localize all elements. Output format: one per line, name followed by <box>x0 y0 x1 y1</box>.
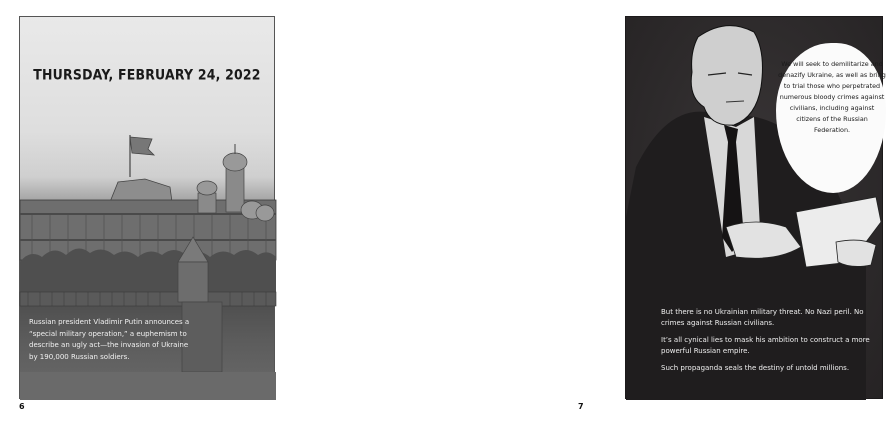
page-number-right: 7 <box>578 402 584 411</box>
narration-block <box>661 307 876 380</box>
caption-text: Russian president Vladimir Putin announces a “special military operation,” a euphemism to describe an ugly act—the invasion of Ukraine by 190,000 Russian soldiers. <box>29 318 190 361</box>
narration-paragraph-3: Such propaganda seals the destiny of untold millions. <box>661 364 850 372</box>
date-heading: THURSDAY, FEBRUARY 24, 2022 <box>33 65 261 84</box>
left-page <box>0 0 300 425</box>
speech-panel <box>625 16 886 399</box>
page-number-left: 6 <box>19 402 25 411</box>
speech-bubble-text: We will seek to demilitarize and denazify Ukraine, as well as bring to trial those who perpetrated numerous bloody crimes against civilians, including against citizens of the Russian Federation. <box>778 60 886 134</box>
right-page <box>300 0 886 425</box>
narration-paragraph-2: It’s all cynical lies to mask his ambition to construct a more powerful Russian empire. <box>661 336 870 355</box>
kremlin-panel <box>19 16 275 399</box>
narration-paragraph-1: But there is no Ukrainian military threat. No Nazi peril. No crimes against Russian civilians. <box>661 308 864 327</box>
